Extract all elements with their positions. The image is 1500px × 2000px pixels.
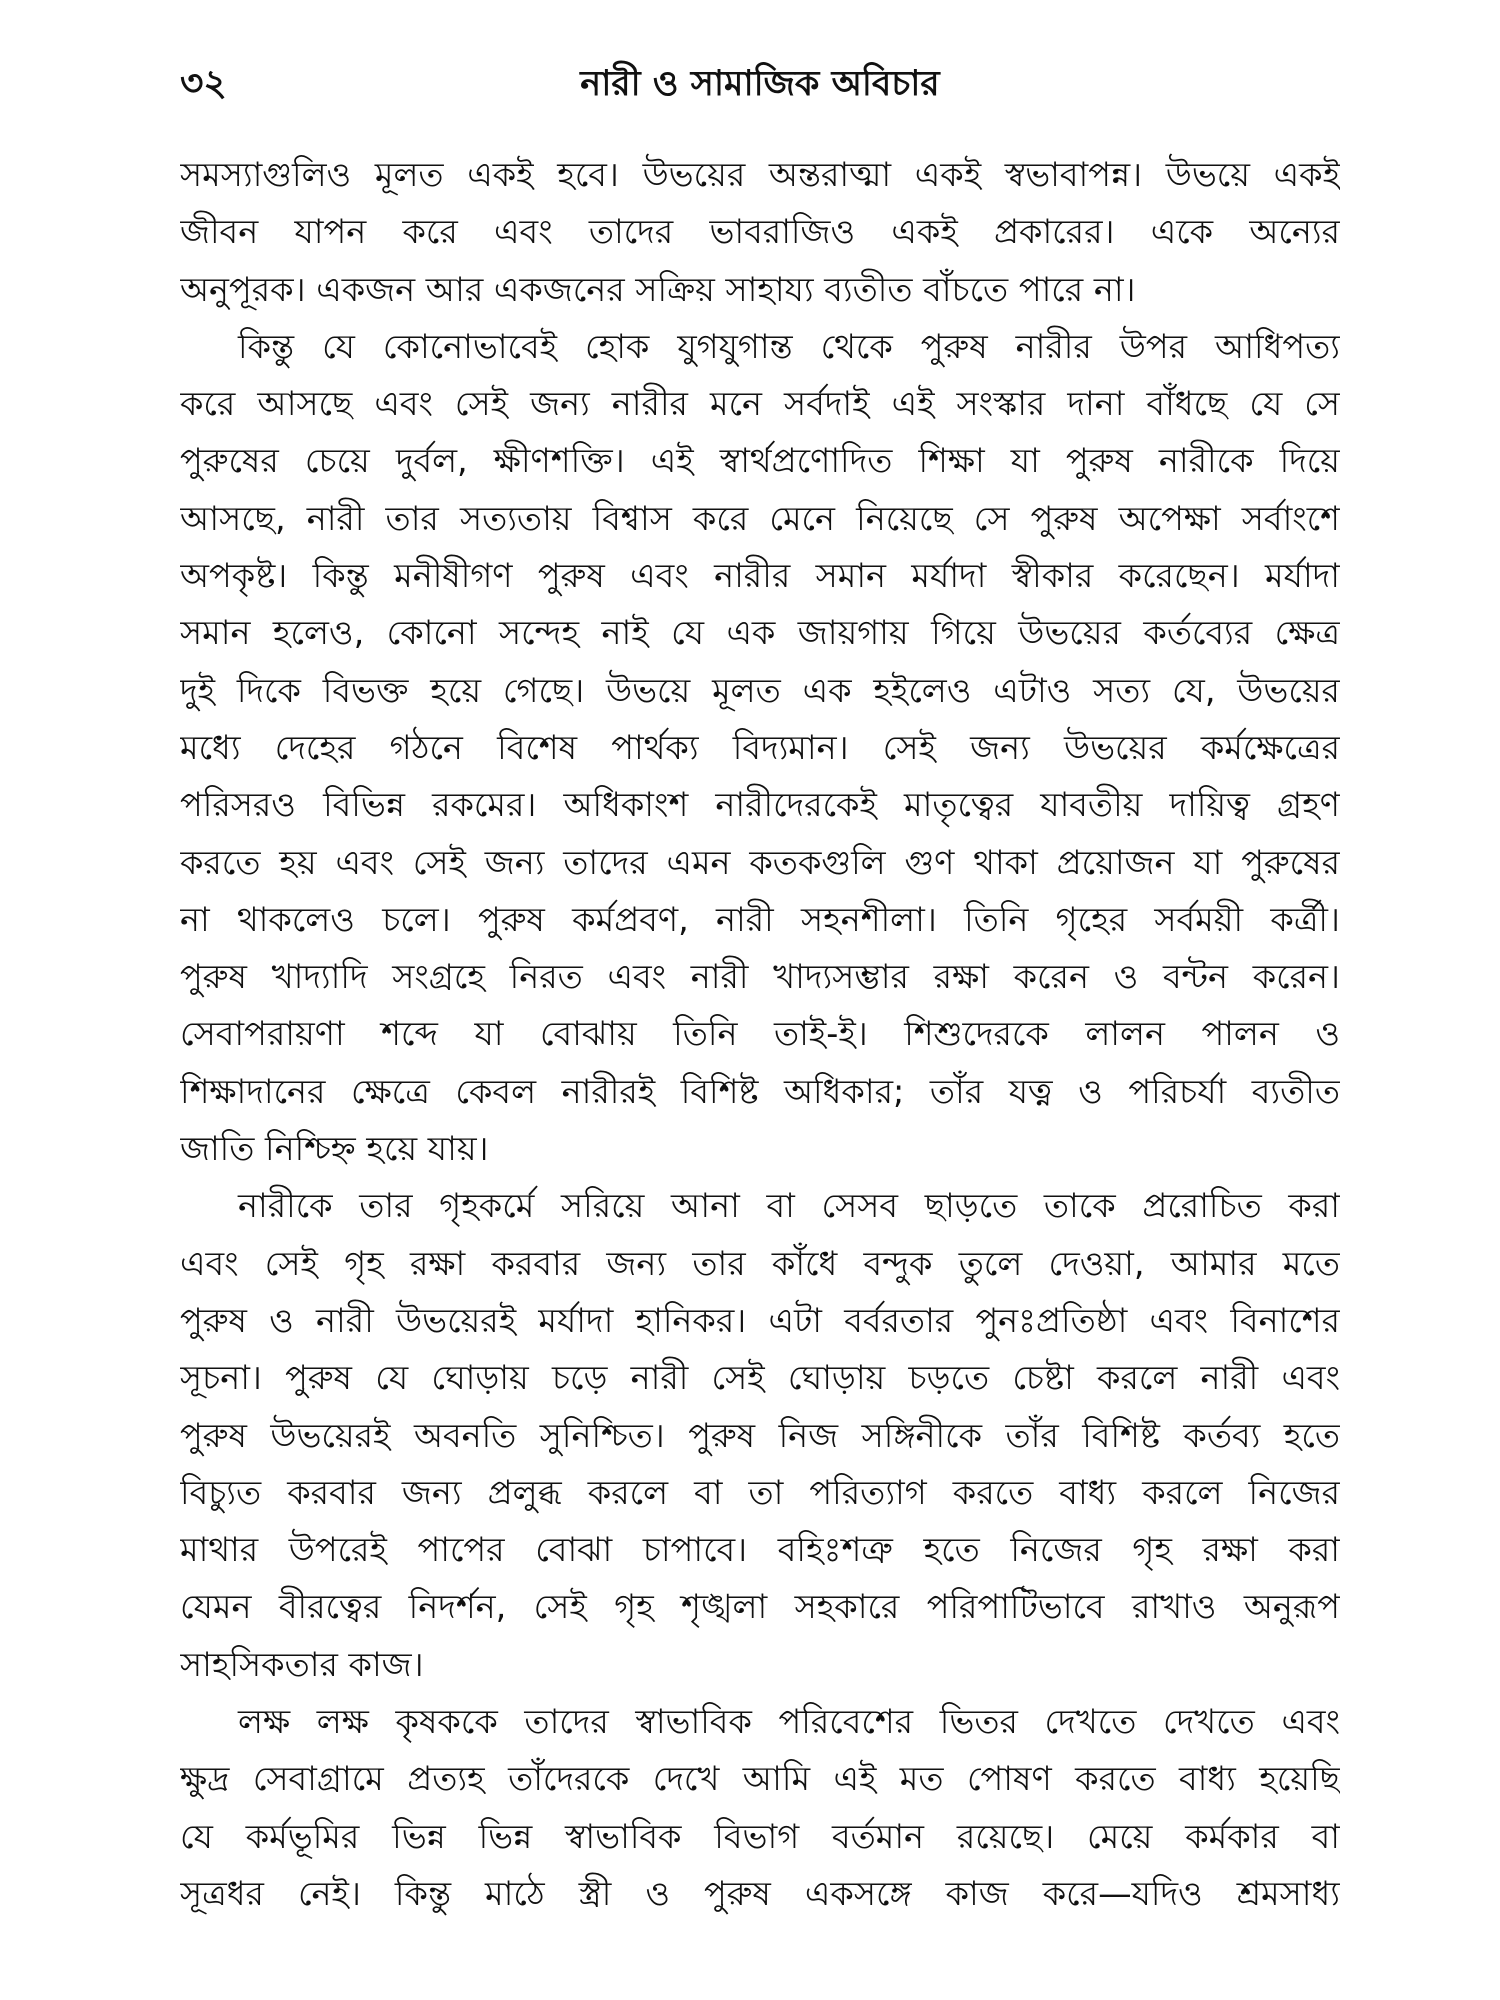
- text-line: সমান হলেও, কোনো সন্দেহ নাই যে এক জায়গায় গিয়ে উভয়ের কর্তব্যের ক্ষেত্র: [180, 613, 1340, 653]
- text-line: যে কর্মভূমির ভিন্ন ভিন্ন স্বাভাবিক বিভাগ বর্তমান রয়েছে। মেয়ে কর্মকার বা: [180, 1816, 1340, 1856]
- text-line: বিচ্যুত করবার জন্য প্রলুব্ধ করলে বা তা পরিত্যাগ করতে বাধ্য করলে নিজের: [180, 1472, 1340, 1512]
- text-line: সমস্যাগুলিও মূলত একই হবে। উভয়ের অন্তরাত্মা একই স্বভাবাপন্ন। উভয়ে একই: [180, 155, 1340, 194]
- text-line: পরিসরও বিভিন্ন রকমের। অধিকাংশ নারীদেরকেই মাতৃত্বের যাবতীয় দায়িত্ব গ্রহণ: [180, 785, 1340, 825]
- text-line: পুরুষ উভয়েরই অবনতি সুনিশ্চিত। পুরুষ নিজ সঙ্গিনীকে তাঁর বিশিষ্ট কর্তব্য হতে: [180, 1415, 1340, 1455]
- text-line: আসছে, নারী তার সত্যতায় বিশ্বাস করে মেনে নিয়েছে সে পুরুষ অপেক্ষা সর্বাংশে: [180, 498, 1340, 538]
- text-line: যেমন বীরত্বের নিদর্শন, সেই গৃহ শৃঙ্খলা সহকারে পরিপাটিভাবে রাখাও অনুরূপ: [180, 1587, 1340, 1627]
- text-line: পুরুষের চেয়ে দুর্বল, ক্ষীণশক্তি। এই স্বার্থপ্রণোদিত শিক্ষা যা পুরুষ নারীকে দিয়ে: [180, 441, 1340, 481]
- paragraph: [180, 1177, 1340, 1693]
- text-line: কিন্তু যে কোনোভাবেই হোক যুগযুগান্ত থেকে পুরুষ নারীর উপর আধিপত্য: [238, 326, 1340, 366]
- text-line: লক্ষ লক্ষ কৃষককে তাদের স্বাভাবিক পরিবেশের ভিতর দেখতে দেখতে এবং: [238, 1702, 1340, 1742]
- text-line: মাথার উপরেই পাপের বোঝা চাপাবে। বহিঃশত্রু হতে নিজের গৃহ রক্ষা করা: [180, 1530, 1340, 1570]
- text-line: অনুপূরক। একজন আর একজনের সক্রিয় সাহায্য ব্যতীত বাঁচতে পারে না।: [180, 269, 1136, 309]
- text-line: না থাকলেও চলে। পুরুষ কর্মপ্রবণ, নারী সহনশীলা। তিনি গৃহের সর্বময়ী কর্ত্রী।: [180, 899, 1340, 939]
- text-line: অপকৃষ্ট। কিন্তু মনীষীগণ পুরুষ এবং নারীর সমান মর্যাদা স্বীকার করেছেন। মর্যাদা: [180, 556, 1340, 596]
- text-line: এবং সেই গৃহ রক্ষা করবার জন্য তার কাঁধে বন্দুক তুলে দেওয়া, আমার মতে: [180, 1243, 1340, 1283]
- text-line: শিক্ষাদানের ক্ষেত্রে কেবল নারীরই বিশিষ্ট অধিকার; তাঁর যত্ন ও পরিচর্যা ব্যতীত: [180, 1071, 1340, 1111]
- text-line: জীবন যাপন করে এবং তাদের ভাবরাজিও একই প্রকারের। একে অন্যের: [180, 212, 1340, 252]
- text-line: মধ্যে দেহের গঠনে বিশেষ পার্থক্য বিদ্যমান। সেই জন্য উভয়ের কর্মক্ষেত্রের: [180, 727, 1340, 767]
- text-line: সাহসিকতার কাজ।: [180, 1644, 424, 1684]
- page-number: ৩২: [180, 63, 227, 104]
- text-line: দুই দিকে বিভক্ত হয়ে গেছে। উভয়ে মূলত এক হইলেও এটাও সত্য যে, উভয়ের: [180, 670, 1340, 710]
- body-text: [180, 146, 1340, 1922]
- text-line: জাতি নিশ্চিহ্ন হয়ে যায়।: [180, 1129, 489, 1169]
- running-header: [180, 48, 1340, 118]
- paragraph: [180, 1693, 1340, 1922]
- text-line: পুরুষ খাদ্যাদি সংগ্রহে নিরত এবং নারী খাদ্যসম্ভার রক্ষা করেন ও বন্টন করেন।: [180, 957, 1340, 997]
- text-line: সূত্রধর নেই। কিন্তু মাঠে স্ত্রী ও পুরুষ একসঙ্গে কাজ করে—যদিও শ্রমসাধ্য: [180, 1873, 1340, 1913]
- text-line: নারীকে তার গৃহকর্মে সরিয়ে আনা বা সেসব ছাড়তে তাকে প্ররোচিত করা: [238, 1186, 1340, 1226]
- running-title: নারী ও সামাজিক অবিচার: [580, 64, 940, 104]
- paragraph: [180, 146, 1340, 318]
- text-line: করে আসছে এবং সেই জন্য নারীর মনে সর্বদাই এই সংস্কার দানা বাঁধছে যে সে: [180, 384, 1340, 424]
- text-line: পুরুষ ও নারী উভয়েরই মর্যাদা হানিকর। এটা বর্বরতার পুনঃপ্রতিষ্ঠা এবং বিনাশের: [180, 1300, 1340, 1340]
- text-line: সূচনা। পুরুষ যে ঘোড়ায় চড়ে নারী সেই ঘোড়ায় চড়তে চেষ্টা করলে নারী এবং: [180, 1358, 1340, 1398]
- text-line: করতে হয় এবং সেই জন্য তাদের এমন কতকগুলি গুণ থাকা প্রয়োজন যা পুরুষের: [180, 842, 1340, 882]
- text-line: ক্ষুদ্র সেবাগ্রামে প্রত্যহ তাঁদেরকে দেখে আমি এই মত পোষণ করতে বাধ্য হয়েছি: [180, 1759, 1340, 1799]
- paragraph: [180, 318, 1340, 1177]
- text-line: সেবাপরায়ণা শব্দে যা বোঝায় তিনি তাই-ই। শিশুদেরকে লালন পালন ও: [180, 1014, 1340, 1054]
